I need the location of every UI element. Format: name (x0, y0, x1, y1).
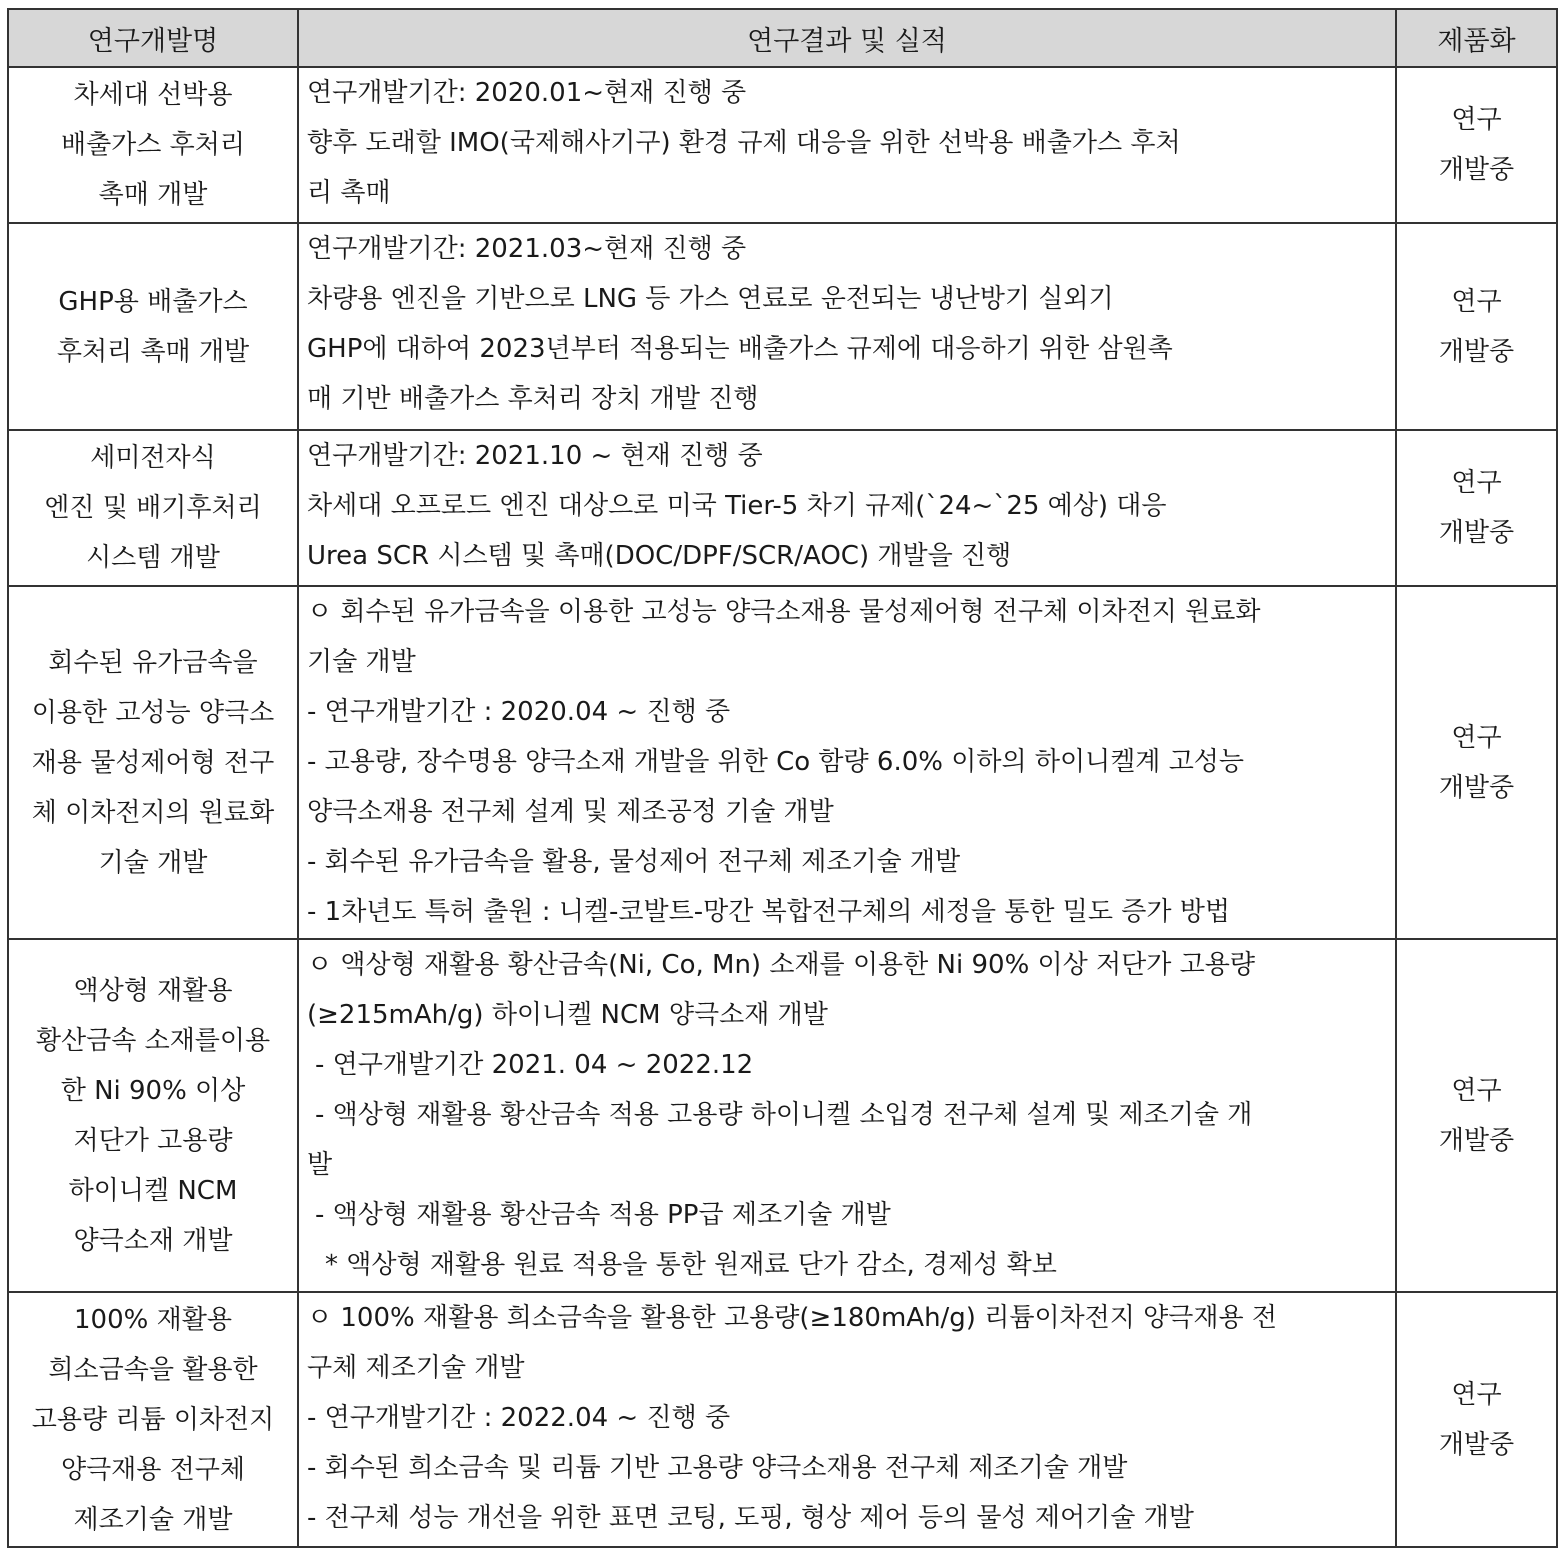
results-cell (298, 67, 1396, 223)
status-line: 개발중 (1438, 155, 1515, 186)
status-cell (1396, 430, 1557, 586)
results-line: - 고용량, 장수명용 양극소재 개발을 위한 Co 함량 6.0% 이하의 하이니켈계 고성능 (307, 747, 1245, 778)
results-line: - 전구체 성능 개선을 위한 표면 코팅, 도핑, 형상 제어 등의 물성 제어기술 개발 (307, 1503, 1194, 1534)
project-name-line: 제조기술 개발 (73, 1504, 233, 1535)
status-line: 개발중 (1438, 1125, 1515, 1156)
project-name-line: 차세대 선박용 (73, 80, 233, 111)
project-name-line: 재용 물성제어형 전구 (31, 747, 275, 778)
project-name-cell (8, 67, 298, 223)
results-line: - 1차년도 특허 출원 : 니켈-코발트-망간 복합전구체의 세정을 통한 밀도 증가 방법 (307, 897, 1230, 928)
results-line: 연구개발기간: 2020.01~현재 진행 중 (307, 78, 747, 108)
project-name-line: 황산금속 소재를이용 (35, 1025, 271, 1056)
status-cell (1396, 1292, 1557, 1547)
table-row (8, 586, 1557, 939)
project-name-line: 시스템 개발 (86, 543, 220, 574)
project-name-line: 양극소재 개발 (73, 1225, 233, 1256)
status-cell (1396, 223, 1557, 430)
status-line: 연구 (1451, 105, 1502, 136)
project-name-line: 하이니켈 NCM (68, 1175, 238, 1206)
status-line: 연구 (1451, 1075, 1502, 1106)
status-line: 개발중 (1438, 336, 1515, 367)
results-line: ㅇ 100% 재활용 희소금속을 활용한 고용량(≥180mAh/g) 리튬이차전지 양극재용 전 (307, 1303, 1278, 1334)
results-line: - 액상형 재활용 황산금속 적용 PP급 제조기술 개발 (315, 1200, 891, 1231)
results-cell (298, 430, 1396, 586)
table-row (8, 430, 1557, 586)
table-row (8, 939, 1557, 1292)
results-line: - 회수된 유가금속을 활용, 물성제어 전구체 제조기술 개발 (307, 847, 961, 878)
project-name-line: GHP용 배출가스 (58, 286, 248, 317)
results-line: 차량용 엔진을 기반으로 LNG 등 가스 연료로 운전되는 냉난방기 실외기 (307, 284, 1114, 315)
project-name-line: 희소금속을 활용한 (48, 1354, 258, 1385)
results-cell (298, 223, 1396, 430)
status-line: 연구 (1451, 286, 1502, 317)
project-name-line: 후처리 촉매 개발 (56, 336, 250, 367)
project-name-line: 이용한 고성능 양극소 (31, 697, 275, 728)
results-line: 기술 개발 (307, 647, 416, 678)
results-line: 매 기반 배출가스 후처리 장치 개발 진행 (307, 384, 759, 415)
header-commercialization: 제품화 (1396, 9, 1557, 67)
status-line: 연구 (1451, 1379, 1502, 1410)
project-name-cell (8, 430, 298, 586)
status-line: 개발중 (1438, 518, 1515, 549)
status-line: 연구 (1451, 468, 1502, 499)
results-line: (≥215mAh/g) 하이니켈 NCM 양극소재 개발 (307, 1000, 828, 1031)
project-name-line: 액상형 재활용 (73, 975, 233, 1006)
results-line: 향후 도래할 IMO(국제해사기구) 환경 규제 대응을 위한 선박용 배출가스 후처 (307, 128, 1181, 158)
project-name-line: 한 Ni 90% 이상 (60, 1075, 246, 1106)
project-name-cell (8, 586, 298, 939)
results-line: ㅇ 액상형 재활용 황산금속(Ni, Co, Mn) 소재를 이용한 Ni 90% 이상 저단가 고용량 (307, 950, 1256, 981)
project-name-cell (8, 939, 298, 1292)
project-name-line: 세미전자식 (90, 443, 216, 474)
project-name-line: 100% 재활용 (74, 1304, 232, 1335)
results-line: - 연구개발기간 : 2022.04 ~ 진행 중 (307, 1403, 731, 1434)
results-line: * 액상형 재활용 원료 적용을 통한 원재료 단가 감소, 경제성 확보 (325, 1250, 1057, 1281)
results-line: - 회수된 희소금속 및 리튬 기반 고용량 양극소재용 전구체 제조기술 개발 (307, 1453, 1128, 1484)
table-row (8, 1292, 1557, 1547)
project-name-line: 저단가 고용량 (73, 1125, 233, 1156)
project-name-line: 기술 개발 (98, 847, 208, 878)
table-row (8, 67, 1557, 223)
table-header-row (8, 9, 1557, 67)
project-name-line: 양극재용 전구체 (60, 1454, 246, 1485)
results-line: - 액상형 재활용 황산금속 적용 고용량 하이니켈 소입경 전구체 설계 및 제조기술 개 (315, 1100, 1253, 1131)
project-name-line: 회수된 유가금속을 (48, 647, 258, 678)
project-name-line: 촉매 개발 (98, 180, 208, 211)
results-line: ㅇ 회수된 유가금속을 이용한 고성능 양극소재용 물성제어형 전구체 이차전지 원료화 (307, 597, 1261, 628)
results-line: GHP에 대하여 2023년부터 적용되는 배출가스 규제에 대응하기 위한 삼원촉 (307, 334, 1173, 365)
status-cell (1396, 67, 1557, 223)
results-line: 연구개발기간: 2021.03~현재 진행 중 (307, 234, 747, 265)
rnd-results-table (7, 8, 1558, 1548)
results-line: 차세대 오프로드 엔진 대상으로 미국 Tier-5 차기 규제(`24~`25 예상) 대응 (307, 490, 1167, 521)
project-name-line: 고용량 리튬 이차전지 (31, 1404, 275, 1435)
results-cell (298, 1292, 1396, 1547)
table-row (8, 223, 1557, 430)
results-line: - 연구개발기간 2021. 04 ~ 2022.12 (315, 1050, 754, 1081)
results-line: 리 촉매 (307, 178, 391, 208)
header-project-name: 연구개발명 (8, 9, 298, 67)
header-results: 연구결과 및 실적 (298, 9, 1396, 67)
status-cell (1396, 939, 1557, 1292)
status-line: 개발중 (1438, 1429, 1515, 1460)
results-line: 연구개발기간: 2021.10 ~ 현재 진행 중 (307, 440, 763, 471)
results-line: - 연구개발기간 : 2020.04 ~ 진행 중 (307, 697, 731, 728)
project-name-line: 엔진 및 배기후처리 (44, 493, 262, 524)
results-cell (298, 586, 1396, 939)
results-cell (298, 939, 1396, 1292)
project-name-line: 체 이차전지의 원료화 (31, 797, 275, 828)
project-name-cell (8, 223, 298, 430)
project-name-cell (8, 1292, 298, 1547)
results-line: 구체 제조기술 개발 (307, 1353, 525, 1384)
document-page (7, 8, 1556, 1548)
status-cell (1396, 586, 1557, 939)
status-line: 연구 (1451, 722, 1502, 753)
results-line: 양극소재용 전구체 설계 및 제조공정 기술 개발 (307, 797, 834, 828)
project-name-line: 배출가스 후처리 (60, 130, 246, 161)
status-line: 개발중 (1438, 772, 1515, 803)
results-line: 발 (307, 1150, 333, 1181)
results-line: Urea SCR 시스템 및 촉매(DOC/DPF/SCR/AOC) 개발을 진행 (307, 540, 1012, 571)
